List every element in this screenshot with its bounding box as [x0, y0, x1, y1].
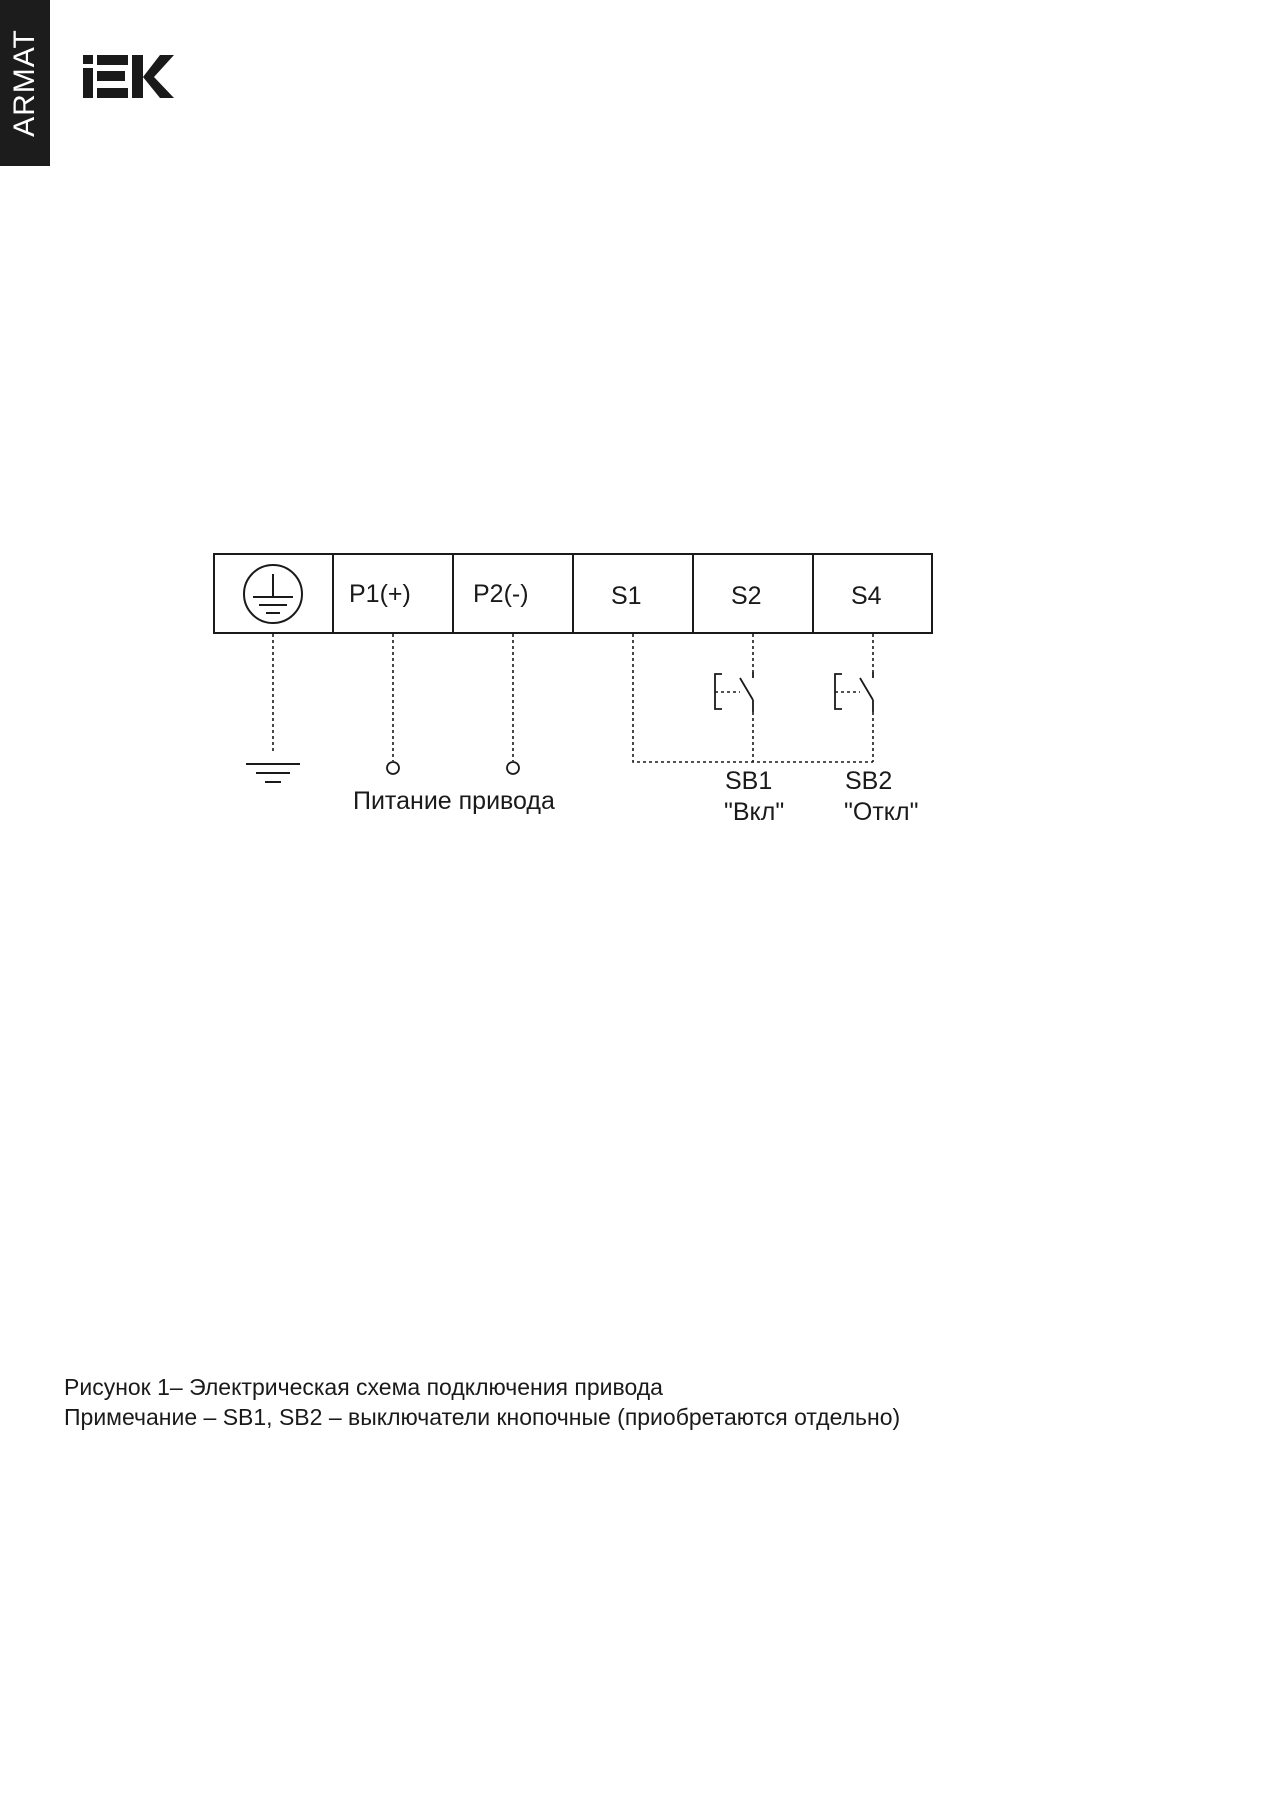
terminal-block: [214, 554, 932, 633]
figure-caption: [64, 1372, 900, 1432]
terminal-label-s4: S4: [851, 582, 882, 610]
terminal-label-s1: S1: [611, 582, 642, 610]
sb1-name-label: "Вкл": [724, 798, 785, 826]
supply-terminal-p2-icon: [507, 762, 519, 774]
terminal-label-s2: S2: [731, 582, 762, 610]
wires: [273, 634, 873, 762]
sb1-id-label: SB1: [725, 767, 773, 795]
figure-title: Рисунок 1– Электрическая схема подключения привода: [64, 1374, 663, 1400]
side-tab-label: ARMAT: [8, 29, 41, 137]
protective-earth-icon: [244, 565, 302, 623]
terminal-label-p2: P2(-): [473, 580, 529, 608]
supply-label: Питание привода: [353, 787, 555, 815]
supply-terminal-p1-icon: [387, 762, 399, 774]
terminal-label-p1: P1(+): [349, 580, 411, 608]
figure-note: Примечание – SB1, SB2 – выключатели кнопочные (приобретаются отдельно): [64, 1404, 901, 1430]
sb2-id-label: SB2: [845, 767, 893, 795]
ground-icon: [246, 764, 300, 782]
sb2-name-label: "Откл": [844, 798, 919, 826]
